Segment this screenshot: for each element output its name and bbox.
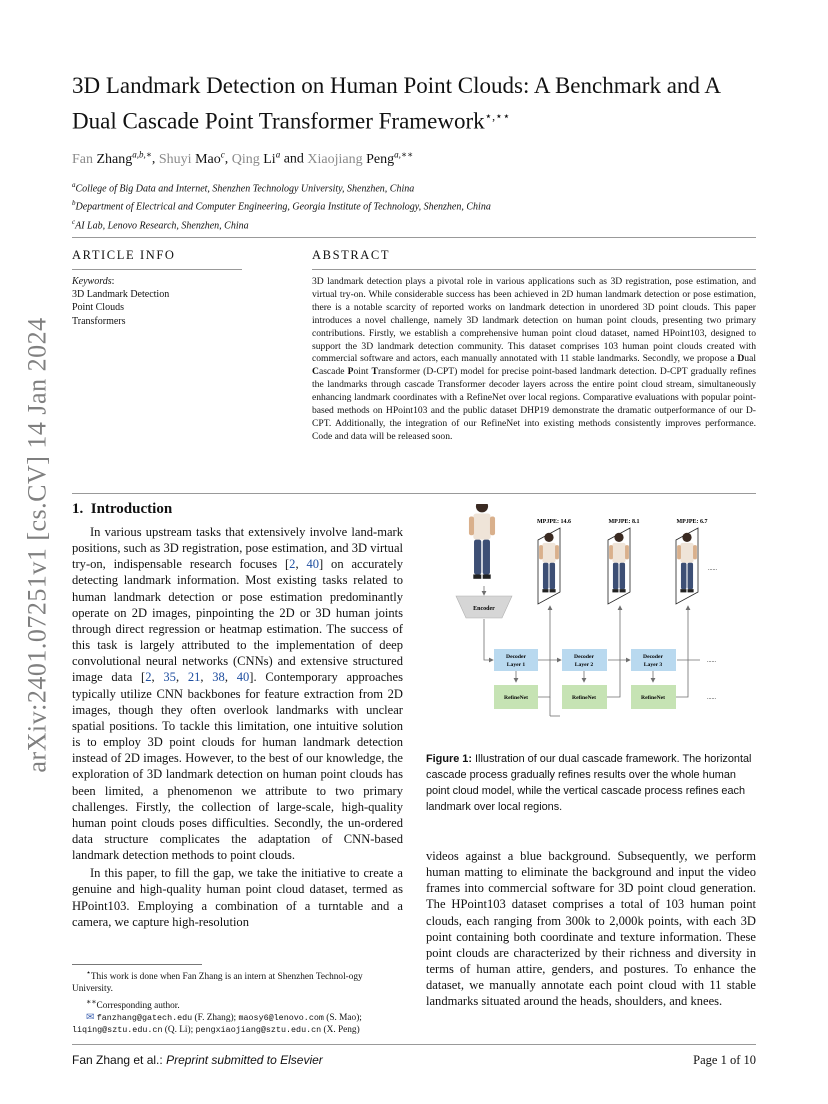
decoder-layer-1 <box>494 649 538 671</box>
mpjpe-label-2: MPJPE: 8.1 <box>608 519 640 525</box>
keywords-label: Keywords <box>72 276 112 287</box>
arxiv-stamp-text: arXiv:2401.07251v1 [cs.CV] 14 Jan 2024 <box>23 317 52 773</box>
author-1[interactable]: Fan Zhang$^{a,b,∗}$ <box>72 149 152 167</box>
affiliation-a: $^a$College of Big Data and Internet, Shenzhen Technology University, Shenzhen, China <box>72 181 415 195</box>
abstract-heading: ABSTRACT <box>312 248 391 262</box>
ellipsis-refinenet: ...... <box>707 695 716 701</box>
email-link-peng[interactable]: pengxiaojiang@sztu.edu.cn <box>195 1025 322 1036</box>
mpjpe-label-1: MPJPE: 14.6 <box>537 519 571 525</box>
refinenet-block-2 <box>562 685 607 709</box>
keyword-item: Transformers <box>72 315 126 327</box>
footnotes <box>72 967 403 1037</box>
svg-text:RefineNet: RefineNet <box>572 695 596 701</box>
article-info-heading: ARTICLE INFO <box>72 248 176 262</box>
keywords-block: Keywords: 3D Landmark Detection Point Clouds Transformers <box>72 275 242 328</box>
point-cloud-panel-1 <box>538 528 560 604</box>
email-link-li[interactable]: liqing@sztu.edu.cn <box>72 1025 163 1036</box>
affiliations <box>72 178 772 233</box>
title-footnote-marks: ⋆,⋆⋆ <box>484 109 511 123</box>
footnote-1: ⋆This work is done when Fan Zhang is an intern at Shenzhen Technol-ogy University. <box>72 968 363 995</box>
citation-link[interactable]: 21 <box>187 670 201 685</box>
figure-1-caption: Figure 1: Illustration of our dual cascade framework. The horizontal cascade process gradually refines results over the whole human point cloud model, while the vertical cascade process refines each landmark over local regions. <box>426 753 752 813</box>
footer-divider <box>72 1044 756 1045</box>
footnote-divider <box>72 964 202 965</box>
arxiv-stamp <box>18 300 58 790</box>
decoder-layer-2 <box>562 649 607 671</box>
refinenet-block-1 <box>494 685 538 709</box>
email-link-mao[interactable]: maosy6@lenovo.com <box>238 1013 324 1024</box>
intro-paragraph-2: In this paper, to fill the gap, we take the initiative to create a genuine and high-quality human point cloud dataset, termed as HPoint103. Employing a combination of a turntable and a camera, we capture high-resolution <box>72 866 403 929</box>
caption-label: Figure 1: <box>426 753 472 765</box>
citation-link[interactable]: 38 <box>212 670 225 685</box>
footer-citation: Fan Zhang et al.: Preprint submitted to Elsevier <box>72 1053 323 1067</box>
svg-text:RefineNet: RefineNet <box>504 695 528 701</box>
author-2[interactable]: Shuyi Mao$^c$ <box>158 149 225 167</box>
paper-title <box>72 70 772 137</box>
citation-link[interactable]: 40 <box>306 557 319 572</box>
intro-right-column: videos against a blue background. Subsequently, we perform human matting to eliminate the background and input the video frames into commercial software for 3D point cloud generation. The HPoint103 dataset comprises a total of 103 human point clouds, each ranging from 300k to 2,000k points, with each 3D point containing both coordinate and texture information. These point clouds are characterized by their richness and diversity in terms of human attire, genders, and postures. To enhance the dataset, we manually annotate each point cloud with 11 stable landmarks situated around the heads, shoulders, and knees. <box>426 849 756 1009</box>
abstract-text: 3D landmark detection plays a pivotal role in various applications such as 3D registration, pose estimation, and virtual try-on. While considerable success has been achieved in 2D human landmark detection or pose estimation, there is a notable scarcity of reported works on landmark detection in unordered 3D point clouds. This paper introduces a novel challenge, namely 3D landmark detection on human point clouds, presenting two primary contributions. Firstly, we establish a comprehensive human point cloud dataset, named HPoint103, designed to support the 3D landmark detection community. This dataset comprises 103 human point clouds created with commercial software and actors, each manually annotated with 11 stable landmarks. Secondly, we propose a Dual Cascade Point Transformer (D-CPT) model for precise point-based landmark detection. D-CPT gradually refines the landmarks through cascade Transformer decoder layers across the entire point cloud stream, simultaneously enhancing landmark coordinates with a RefineNet over local regions. Comparative evaluations with popular point-based methods on HPoint103 and the public dataset DHP19 demonstrate the dramatic outperformance of our D-CPT. Additionally, the integration of our RefineNet into existing methods consistently improves performance. Code and data will be released soon. <box>312 276 757 442</box>
svg-text:Layer 3: Layer 3 <box>643 662 663 668</box>
title-line-2: Dual Cascade Point Transformer Framework⋆,⋆⋆ <box>72 108 511 134</box>
encoder-label: Encoder <box>473 606 495 612</box>
author-list: Fan Zhang$^{a,b,∗}$, Shuyi Mao$^c$, Qing Li$^a$ and Xiaojiang Peng$^{a,∗∗}$ <box>72 149 414 167</box>
citation-link[interactable]: 35 <box>163 670 176 685</box>
intro-left-column <box>72 524 403 930</box>
affiliation-c: $^c$AI Lab, Lenovo Research, Shenzhen, China <box>72 217 249 231</box>
svg-text:Decoder: Decoder <box>643 654 663 660</box>
citation-link[interactable]: 2 <box>289 557 296 572</box>
abstract-end-divider <box>72 493 756 494</box>
citation-link[interactable]: 2 <box>145 670 152 685</box>
keyword-item: 3D Landmark Detection <box>72 289 170 301</box>
figure-1-diagram <box>426 504 756 740</box>
abstract-divider <box>312 269 756 270</box>
ellipsis-top: ...... <box>708 566 717 572</box>
footnote-emails: ✉ fanzhang@gatech.edu (F. Zhang); maosy6@lenovo.com (S. Mao); <box>86 1012 362 1024</box>
decoder-layer-3 <box>631 649 676 671</box>
intro-paragraph-1: In various upstream tasks that extensively involve land-mark positions, such as 3D registration, pose estimation, and 3D virtual try-on, indispensable research focuses [2, 40] on accurately detecting landmark information. Most existing tasks related to human landmark detection or pose estimation predominantly operate on 2D images, pinpointing the 2D or 3D human joints through direct regression or heatmap estimation. The success of this task is largely attributed to the implementation of deep convolutional neural networks (CNNs) and extensive structured image data [2, 35, 21, 38, 40]. Contemporary approaches typically utilize CNN backbones for feature extraction from 2D images, though they often overlook landmarks with unclear spatial positions. To tackle this limitation, one intuitive solution is to employ 3D point clouds for human landmark detection instead of 2D images. However, to the best of our knowledge, the exploration of 3D landmark detection on human point clouds has been limited, a phenomenon we attribute to two primary challenges. Firstly, the collection of large-scale, high-quality human point clouds poses difficulties. Secondly, the un-ordered data structure complicates the adaptation of CNN-based landmark detection methods to point clouds. <box>72 525 403 863</box>
svg-text:Decoder: Decoder <box>506 654 526 660</box>
keyword-item: Point Clouds <box>72 302 124 314</box>
citation-link[interactable]: 40 <box>236 670 250 685</box>
header-divider <box>72 237 756 238</box>
envelope-icon: ✉ <box>86 1012 95 1024</box>
section-heading: 1. Introduction <box>72 501 173 517</box>
page-number: Page 1 of 10 <box>693 1053 756 1067</box>
point-cloud-panel-3 <box>676 528 698 604</box>
svg-text:Layer 1: Layer 1 <box>506 662 526 668</box>
footnote-emails-cont: liqing@sztu.edu.cn (Q. Li); pengxiaojiang@sztu.edu.cn (X. Peng) <box>72 1025 360 1036</box>
svg-text:Layer 2: Layer 2 <box>574 662 594 668</box>
affiliation-b: $^b$Department of Electrical and Computer Engineering, Georgia Institute of Technology, Shenzhen, China <box>72 199 491 213</box>
email-link-zhang[interactable]: fanzhang@gatech.edu <box>96 1013 193 1024</box>
article-info-divider <box>72 269 242 270</box>
author-4[interactable]: Xiaojiang Peng$^{a,∗∗}$ <box>307 149 414 167</box>
mpjpe-label-3: MPJPE: 6.7 <box>676 519 708 525</box>
author-3[interactable]: Qing Li$^a$ <box>231 149 281 167</box>
refinenet-block-3 <box>631 685 676 709</box>
svg-text:Decoder: Decoder <box>574 654 594 660</box>
footnote-2: ∗∗Corresponding author. <box>86 996 180 1011</box>
ellipsis-decoder: ...... <box>707 658 716 664</box>
point-cloud-panel-2 <box>608 528 630 604</box>
title-line-1: 3D Landmark Detection on Human Point Clouds: A Benchmark and A <box>72 73 722 98</box>
input-human-icon <box>469 504 495 579</box>
svg-text:RefineNet: RefineNet <box>641 695 665 701</box>
